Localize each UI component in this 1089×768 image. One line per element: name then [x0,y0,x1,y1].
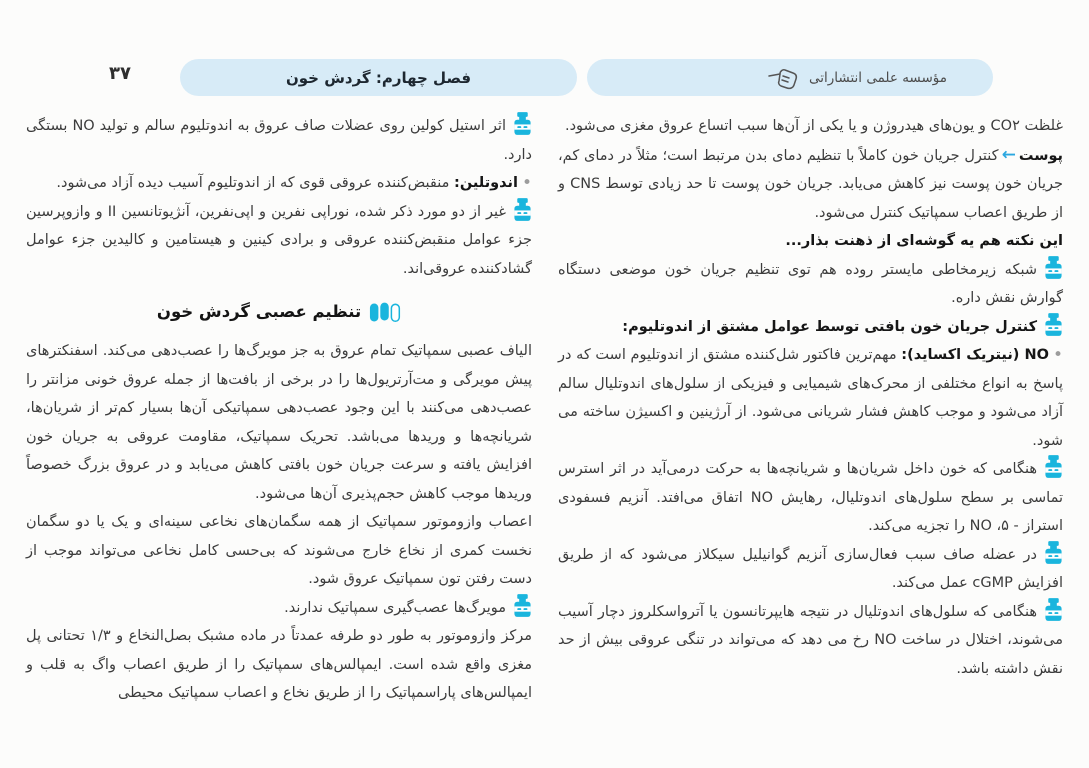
note-heading: این نکته هم یه گوشه‌ای از ذهنت بذار... [785,233,1063,249]
endothelial-damage-item [558,598,1063,684]
endothelium-heading-item [558,313,1063,342]
acetylcholine-item [26,112,532,169]
right-column [558,112,1063,708]
medicine-bottle-icon [1044,313,1063,336]
medicine-bottle-icon [1044,598,1063,621]
vasoactive-agents-text: غیر از دو مورد ذکر شده، نوراپی نفرین و اپی‌نفرین، آنژیوتانسین II و وازوپرسین جزء عوامل منقبض‌کننده عروقی و برادی کینین و هیستامین و کالیدین جزء عوامل گشادکننده عروقی‌اند. [26,203,532,277]
acetylcholine-text: اثر استیل کولین روی عضلات صاف عروق به اندوتلیوم سالم و تولید NO بستگی دارد. [26,118,532,163]
page-header [0,0,1089,97]
cgmp-text: در عضله صاف سبب فعال‌سازی آنزیم گوانیلیل سیکلاز می‌شود که از طریق افزایش cGMP عمل می‌کند. [558,546,1063,591]
capillary-item [26,594,532,623]
skin-keyword: پوست [1018,147,1063,164]
page-number: ۳۷ [109,63,131,84]
meissner-note-text: شبکه زیرمخاطی مایستر روده هم توی تنظیم جریان خون موضعی دستگاه گوارش نقش داره. [558,261,1063,306]
medicine-bottle-icon [1044,541,1063,564]
vasomotor-nerves-paragraph: اعصاب وازوموتور سمپاتیک از همه سگمان‌های نخاعی سینه‌ای و یک یا دو سگمان نخست کمری از نخاع خارج می‌شوند که بی‌حسی کامل نخاعی می‌تواند موجب از دست رفتن تون سمپاتیک عروق شود. [26,514,532,587]
nitric-oxide-lead: NO (نیتریک اکساید): [901,347,1049,363]
chapter-title: فصل چهارم: گردش خون [285,68,472,87]
medicine-bottle-icon [1044,455,1063,478]
bullet-icon: • [521,173,532,193]
nitric-oxide-text: مهم‌ترین فاکتور شل‌کننده مشتق از اندوتلیوم است که در پاسخ به انواع مختلفی از محرک‌های شیمیایی و فیزیکی از سلول‌های اندوتلیال سالم آزاد می‌شود و موجب کاهش فشار شریانی می‌شود. از آرژینین و اکسیژن ساخته می شود. [558,347,1063,449]
skin-paragraph [558,141,1063,228]
medicine-bottle-icon [513,594,532,617]
left-arrow-icon: ← [1001,144,1016,165]
sympathetic-paragraph: الیاف عصبی سمپاتیک تمام عروق به جز مویرگ‌ها را عصب‌دهی می‌کند. اسفنکترهای پیش مویرگی و مت‌آرتریول‌ها را در برخی از بافت‌ها از جمله عروق خونی مزانتر را عصب‌دهی می‌کنند با این وجود عصب‌دهی سمپاتیکی آن‌ها بسیار کم‌تر از شریان‌ها، شریانچه‌ها و وریدها می‌باشد. تحریک سمپاتیک، مقاومت عروقی به جریان خون افزایش یافته و سرعت جریان خون بافتی کاهش می‌یابد و در عروق بزرگ خصوصاً وریدها موجب کاهش حجم‌پذیری آن‌ها می‌شود. [26,343,532,502]
skin-text: کنترل جریان خون کاملاً با تنظیم دمای بدن مرتبط است؛ مثلاً در دمای کم، جریان خون پوست نیز کاهش می‌یابد. جریان خون پوست تا حد زیادی توسط CNS و از طریق اعصاب سمپاتیک کنترل می‌شود. [558,147,1063,221]
co2-paragraph: غلظت CO۲ و یون‌های هیدروژن و یا یکی از آن‌ها سبب اتساع عروق مغزی می‌شود. [564,118,1063,134]
section-heading [26,297,532,327]
publisher-name: مؤسسه علمی انتشاراتی [809,69,947,86]
endothelin-item [26,169,532,198]
chapter-title-pill [180,59,577,96]
medicine-bottle-icon [513,112,532,135]
medicine-bottle-icon [513,198,532,221]
bullet-icon: • [1052,345,1064,365]
vasoactive-agents-item [26,198,532,284]
endothelin-text: منقبض‌کننده عروقی قوی که از اندوتلیوم آسیب دیده آزاد می‌شود. [56,175,450,191]
endothelin-lead: اندوتلین: [454,175,518,191]
hand-logo-icon [766,66,800,90]
endothelial-damage-text: هنگامی که سلول‌های اندوتلیال در نتیجه هایپرتانسون یا آترواسکلروز دچار آسیب می‌شوند، اختلال در ساخت NO رخ می دهد که می‌تواند در تنگی عروقی بیش از حد نقش داشته باشد. [558,603,1064,677]
cgmp-item [558,541,1063,598]
endothelium-heading-text: کنترل جریان خون بافتی توسط عوامل مشتق از اندوتلیوم: [622,318,1037,335]
shear-stress-text: هنگامی که خون داخل شریان‌ها و شریانچه‌ها به حرکت درمی‌آید در اثر استرس تماسی بر سطح سلول‌های اندوتلیال، رهایش NO اتفاق می‌افتد. آنزیم فسفودی استراز - ۵، NO را تجزیه می‌کند. [558,461,1063,534]
meissner-note-item [558,256,1063,313]
page-content [0,112,1089,708]
capillary-text: مویرگ‌ها عصب‌گیری سمپاتیک ندارند. [284,599,506,616]
publisher-pill [587,59,993,96]
medicine-bottle-icon [1044,256,1063,279]
vasomotor-center-paragraph: مرکز وازوموتور به طور دو طرفه عمدتاً در ماده مشبک بصل‌النخاع و ۱/۳ تحتانی پل مغزی واقع شده است. ایمپالس‌های سمپاتیک را از طریق اعصاب واگ به قلب و ایمپالس‌های پاراسمپاتیک را از طریق نخاع و اعصاب سمپاتیک محیطی [26,628,532,701]
shear-stress-item [558,455,1063,541]
section-heading-text: تنظیم عصبی گردش خون [156,302,362,321]
left-column [26,112,532,708]
nitric-oxide-item [558,341,1063,455]
pills-icon [369,302,401,323]
